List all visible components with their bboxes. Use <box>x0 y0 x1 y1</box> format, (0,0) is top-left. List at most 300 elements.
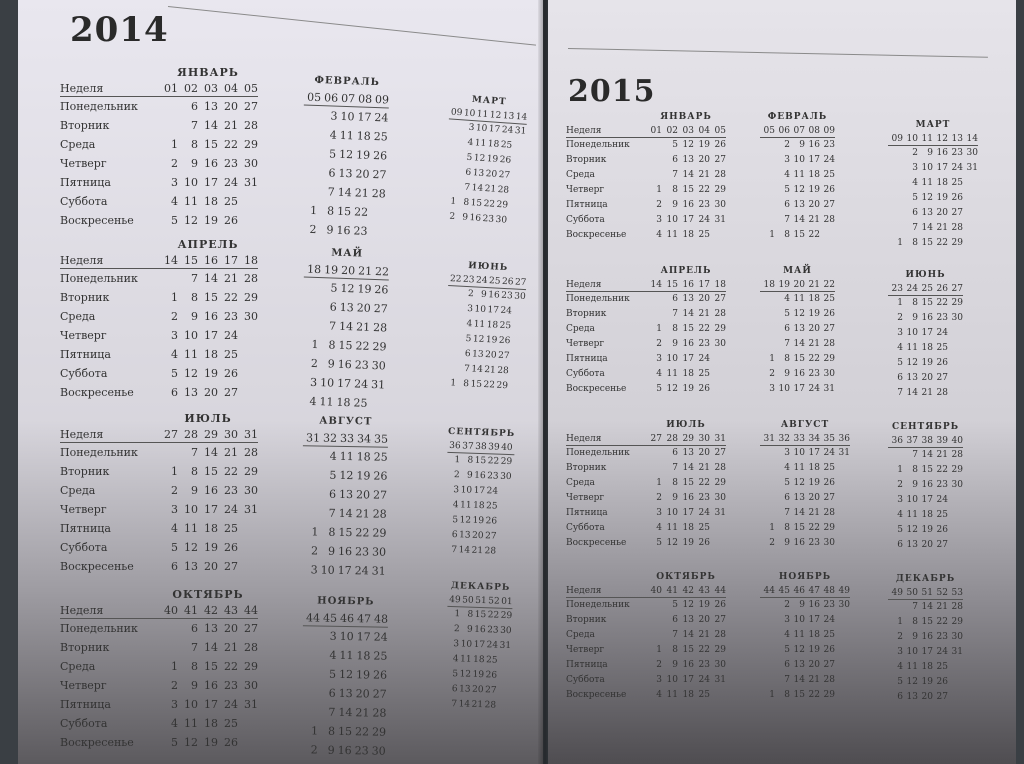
week-number: 19 <box>778 280 790 290</box>
day-number: 14 <box>471 183 484 194</box>
weekday-row <box>301 702 386 722</box>
day-number <box>303 106 321 126</box>
day-number: 5 <box>912 193 918 203</box>
day-number: 10 <box>921 163 933 173</box>
day-number: 2 <box>310 356 319 371</box>
day-number: 9 <box>672 200 678 210</box>
day-number: 3 <box>656 215 662 225</box>
day-number: 5 <box>897 677 903 687</box>
weekday-row <box>566 521 726 536</box>
month-block <box>760 420 850 551</box>
day-number <box>646 598 662 613</box>
day-number <box>447 134 461 150</box>
week-number: 16 <box>682 280 694 290</box>
day-number: 15 <box>474 455 487 467</box>
weekday-label: Пятница <box>60 698 111 711</box>
day-number: 24 <box>500 305 513 317</box>
day-number: 15 <box>682 645 694 655</box>
day-number: 16 <box>473 470 486 482</box>
day-number <box>302 297 320 317</box>
week-number: 02 <box>184 82 198 95</box>
day-number: 23 <box>936 480 948 490</box>
day-number: 12 <box>459 669 472 680</box>
day-number: 14 <box>682 630 694 640</box>
day-number <box>760 153 775 168</box>
weekday-row <box>444 697 509 714</box>
week-number: 48 <box>373 612 389 626</box>
month-block <box>566 572 726 703</box>
day-number: 20 <box>808 493 820 503</box>
day-number: 19 <box>204 736 218 749</box>
weekday-row <box>566 228 726 243</box>
day-number: 16 <box>337 357 353 372</box>
day-number: 12 <box>906 358 918 368</box>
weekday-row <box>302 484 387 504</box>
day-number <box>510 169 524 185</box>
day-number: 26 <box>224 214 238 227</box>
day-number: 7 <box>191 119 198 132</box>
week-number: 48 <box>823 586 835 596</box>
week-number: 14 <box>515 112 528 123</box>
weekday-row <box>302 645 387 665</box>
day-number: 31 <box>951 647 963 657</box>
weekday-label: Понедельник <box>60 100 138 113</box>
week-number: 13 <box>502 111 515 122</box>
week-number: 34 <box>808 434 820 444</box>
day-number: 15 <box>204 291 218 304</box>
weekday-row <box>760 506 850 521</box>
day-number: 9 <box>191 679 198 692</box>
day-number: 8 <box>672 645 678 655</box>
day-number: 22 <box>483 380 496 391</box>
day-number <box>302 664 319 683</box>
day-number: 27 <box>714 615 726 625</box>
weekday-label: Среда <box>566 324 595 334</box>
week-label: Неделя <box>566 126 602 136</box>
day-number: 15 <box>338 338 353 353</box>
day-number: 2 <box>171 484 178 497</box>
day-number: 8 <box>784 230 790 240</box>
day-number: 10 <box>906 647 918 657</box>
day-number: 24 <box>224 503 238 516</box>
day-number: 8 <box>326 204 335 218</box>
week-number: 01 <box>164 82 178 95</box>
day-number: 17 <box>473 485 486 497</box>
day-number: 3 <box>171 698 178 711</box>
week-number: 24 <box>475 275 488 287</box>
day-number: 13 <box>906 373 918 383</box>
day-number: 2 <box>310 544 319 558</box>
weekday-row <box>760 337 835 352</box>
day-number <box>835 521 850 536</box>
day-number: 4 <box>466 319 473 330</box>
day-number <box>760 673 775 688</box>
day-number: 28 <box>823 339 835 349</box>
day-number: 30 <box>714 493 726 503</box>
week-number: 01 <box>500 596 513 608</box>
weekday-label: Среда <box>566 170 595 180</box>
day-number: 10 <box>666 508 678 518</box>
day-number: 12 <box>793 185 805 195</box>
weekday-row <box>566 643 726 658</box>
weekday-label: Среда <box>60 310 96 323</box>
weekday-row <box>60 462 258 481</box>
week-number: 09 <box>891 134 903 144</box>
day-number: 11 <box>184 195 198 208</box>
weekday-label: Суббота <box>566 215 605 225</box>
weekday-row <box>60 97 258 116</box>
day-number: 18 <box>472 654 485 666</box>
day-number: 3 <box>310 563 318 577</box>
day-number: 15 <box>470 379 483 390</box>
day-number: 27 <box>951 208 963 218</box>
day-number: 14 <box>793 508 805 518</box>
day-number: 30 <box>244 679 258 692</box>
day-number: 9 <box>191 484 198 497</box>
day-number: 13 <box>793 493 805 503</box>
day-number: 25 <box>936 510 948 520</box>
day-number <box>948 356 963 371</box>
weekday-label: Среда <box>60 484 96 497</box>
weekday-row <box>760 292 835 307</box>
day-number: 24 <box>373 630 388 644</box>
weekday-row <box>888 675 963 690</box>
weekday-row <box>566 307 726 322</box>
day-number: 30 <box>966 148 978 158</box>
day-number: 9 <box>327 743 335 757</box>
week-number: 27 <box>164 428 178 441</box>
day-number: 5 <box>656 384 662 394</box>
day-number <box>511 304 525 320</box>
day-number: 23 <box>224 157 238 170</box>
day-number: 6 <box>329 300 338 314</box>
day-number <box>646 461 662 476</box>
day-number: 22 <box>808 690 820 700</box>
day-number: 18 <box>356 649 371 663</box>
weekday-label: Среда <box>566 478 595 488</box>
day-number: 16 <box>204 484 218 497</box>
weekday-label: Вторник <box>60 291 110 304</box>
day-number: 9 <box>784 538 790 548</box>
week-number: 41 <box>666 586 678 596</box>
weekday-label: Четверг <box>60 679 107 692</box>
day-number: 22 <box>936 465 948 475</box>
day-number: 26 <box>372 668 388 682</box>
day-number: 18 <box>936 178 948 188</box>
month-block <box>888 270 963 401</box>
day-number: 4 <box>897 510 903 520</box>
weekday-row <box>760 521 850 536</box>
day-number: 11 <box>906 510 918 520</box>
day-number: 13 <box>793 660 805 670</box>
week-number: 23 <box>462 274 475 286</box>
day-number: 2 <box>897 632 903 642</box>
day-number: 31 <box>714 508 726 518</box>
day-number: 17 <box>337 563 352 578</box>
day-number: 24 <box>698 508 710 518</box>
day-number: 4 <box>656 230 662 240</box>
day-number: 26 <box>224 541 238 554</box>
day-number: 3 <box>171 329 178 342</box>
weekday-row <box>888 341 963 356</box>
day-number: 18 <box>487 139 500 150</box>
day-number: 23 <box>486 625 499 636</box>
day-number <box>948 690 963 705</box>
week-number: 31 <box>714 434 726 444</box>
day-number: 4 <box>171 717 178 730</box>
day-number: 17 <box>921 647 933 657</box>
week-number: 45 <box>322 611 338 625</box>
day-number: 3 <box>309 375 318 390</box>
day-number: 22 <box>698 185 710 195</box>
weekday-label: Четверг <box>566 493 605 503</box>
day-number <box>238 714 258 733</box>
day-number <box>710 228 726 243</box>
day-number: 3 <box>656 354 662 364</box>
month-title: ИЮНЬ <box>905 270 946 280</box>
weekday-row <box>566 352 726 367</box>
day-number: 15 <box>204 138 218 151</box>
day-number: 31 <box>244 176 258 189</box>
day-number: 15 <box>204 465 218 478</box>
day-number: 31 <box>514 126 527 137</box>
day-number: 18 <box>921 343 933 353</box>
week-number: 42 <box>204 604 218 617</box>
week-numbers-row <box>760 125 835 138</box>
day-number <box>760 446 775 461</box>
weekday-label: Пятница <box>566 354 608 364</box>
day-number: 27 <box>823 493 835 503</box>
day-number <box>303 446 320 465</box>
weekday-row <box>60 638 258 657</box>
weekday-row <box>760 367 835 382</box>
day-number: 30 <box>951 313 963 323</box>
week-number: 03 <box>204 82 218 95</box>
weekday-row <box>566 658 726 673</box>
day-number: 11 <box>339 128 355 143</box>
weekday-label: Четверг <box>566 645 605 655</box>
week-number: 11 <box>476 109 489 121</box>
day-number <box>835 673 850 688</box>
day-number <box>760 643 775 658</box>
week-number: 38 <box>921 436 933 446</box>
day-number: 14 <box>204 446 218 459</box>
day-number: 13 <box>184 560 198 573</box>
day-number: 25 <box>698 230 710 240</box>
day-number: 9 <box>784 369 790 379</box>
day-number <box>302 683 319 702</box>
day-number: 8 <box>467 609 474 620</box>
day-number: 28 <box>372 321 388 335</box>
day-number <box>446 149 460 165</box>
day-number <box>512 139 526 155</box>
day-number: 17 <box>808 155 820 165</box>
day-number: 1 <box>769 354 775 364</box>
day-number: 7 <box>464 182 471 194</box>
day-number: 14 <box>793 339 805 349</box>
day-number: 27 <box>372 687 387 701</box>
day-number: 6 <box>464 348 471 360</box>
day-number: 16 <box>921 313 933 323</box>
day-number: 25 <box>823 170 835 180</box>
day-number: 10 <box>906 328 918 338</box>
day-number <box>444 179 458 195</box>
day-number: 7 <box>451 545 458 556</box>
day-number: 3 <box>784 615 790 625</box>
day-number: 25 <box>698 523 710 533</box>
week-number: 36 <box>838 434 850 444</box>
day-number <box>302 645 319 664</box>
day-number: 9 <box>466 624 473 635</box>
day-number: 27 <box>714 294 726 304</box>
day-number <box>445 331 459 347</box>
day-number: 24 <box>808 384 820 394</box>
month-block <box>444 427 516 560</box>
day-number: 7 <box>784 508 790 518</box>
week-number: 20 <box>340 263 356 278</box>
day-number: 26 <box>374 283 389 297</box>
day-number: 19 <box>808 185 820 195</box>
day-number: 3 <box>912 163 918 173</box>
day-number: 7 <box>328 506 336 520</box>
day-number: 19 <box>936 193 948 203</box>
day-number: 10 <box>460 639 473 650</box>
month-title: ОКТЯБРЬ <box>656 572 716 582</box>
day-number: 19 <box>204 367 218 380</box>
day-number: 17 <box>682 354 694 364</box>
weekday-row <box>888 356 963 371</box>
day-number: 10 <box>793 448 805 458</box>
weekday-row <box>60 307 258 326</box>
day-number: 23 <box>486 471 499 482</box>
weekday-row <box>888 371 963 386</box>
week-number: 50 <box>462 595 474 606</box>
day-number: 3 <box>468 122 475 134</box>
day-number: 6 <box>912 208 918 218</box>
month-block <box>566 420 726 551</box>
day-number: 10 <box>793 615 805 625</box>
day-number: 12 <box>459 515 472 526</box>
weekday-row <box>60 619 258 638</box>
day-number: 15 <box>682 324 694 334</box>
week-number: 51 <box>474 595 487 607</box>
day-number: 11 <box>793 170 805 180</box>
weekday-row <box>760 138 835 153</box>
day-number: 4 <box>656 690 662 700</box>
day-number <box>496 530 510 545</box>
day-number <box>948 675 963 690</box>
week-label: Неделя <box>60 604 104 617</box>
weekday-row <box>760 643 850 658</box>
week-number: 40 <box>164 604 178 617</box>
day-number: 29 <box>372 526 387 540</box>
week-number: 38 <box>474 441 487 453</box>
day-number: 22 <box>808 523 820 533</box>
week-number: 06 <box>778 126 790 136</box>
day-number <box>835 658 850 673</box>
day-number: 1 <box>450 196 457 208</box>
day-number: 29 <box>244 138 258 151</box>
day-number: 29 <box>500 456 513 468</box>
day-number: 1 <box>769 690 775 700</box>
week-number: 17 <box>224 254 238 267</box>
weekday-label: Понедельник <box>60 272 138 285</box>
day-number: 6 <box>451 684 458 695</box>
week-number: 41 <box>184 604 198 617</box>
day-number <box>303 278 321 298</box>
month-title: ЯНВАРЬ <box>177 66 239 79</box>
weekday-row <box>566 183 726 198</box>
week-number: 07 <box>340 91 356 106</box>
month-title: ДЕКАБРЬ <box>895 574 956 584</box>
day-number: 25 <box>224 717 238 730</box>
day-number: 17 <box>204 176 218 189</box>
day-number: 12 <box>921 193 933 203</box>
day-number: 28 <box>951 602 963 612</box>
day-number: 3 <box>453 485 460 496</box>
day-number <box>448 119 462 135</box>
day-number: 2 <box>310 743 318 757</box>
week-number: 39 <box>487 442 500 453</box>
day-number: 29 <box>244 465 258 478</box>
day-number <box>710 536 726 551</box>
weekday-row <box>60 538 258 557</box>
day-number: 7 <box>672 309 678 319</box>
day-number: 20 <box>484 350 497 361</box>
weekday-row <box>60 676 258 695</box>
day-number: 25 <box>936 662 948 672</box>
weekday-row <box>888 630 963 645</box>
day-number: 7 <box>784 675 790 685</box>
month-title: НОЯБРЬ <box>778 572 832 582</box>
day-number <box>497 515 511 530</box>
day-number: 1 <box>897 617 903 627</box>
weekday-label: Пятница <box>566 200 608 210</box>
day-number: 15 <box>337 724 353 739</box>
weekday-row <box>760 213 835 228</box>
weekday-row <box>60 481 258 500</box>
month-block <box>760 572 850 703</box>
day-number: 31 <box>714 675 726 685</box>
day-number: 26 <box>936 525 948 535</box>
day-number: 27 <box>714 155 726 165</box>
weekday-label: Вторник <box>60 465 110 478</box>
weekday-label: Воскресенье <box>60 214 134 227</box>
day-number: 21 <box>471 699 484 711</box>
day-number: 8 <box>327 724 336 738</box>
day-number: 11 <box>793 294 805 304</box>
day-number <box>446 316 460 332</box>
weekday-row <box>60 733 258 752</box>
day-number: 9 <box>327 544 336 558</box>
day-number: 9 <box>466 470 473 481</box>
week-number: 04 <box>698 126 710 136</box>
day-number: 17 <box>473 639 486 651</box>
weekday-label: Суббота <box>60 541 108 554</box>
day-number: 4 <box>329 128 338 142</box>
day-number <box>238 345 258 364</box>
day-number: 20 <box>698 448 710 458</box>
day-number: 20 <box>204 386 218 399</box>
weekday-row <box>60 326 258 345</box>
month-title: МАРТ <box>471 94 507 108</box>
day-number: 3 <box>466 304 474 315</box>
day-number: 20 <box>204 560 218 573</box>
day-number <box>948 508 963 523</box>
day-number: 2 <box>656 493 662 503</box>
day-number: 18 <box>808 463 820 473</box>
day-number: 20 <box>485 169 498 180</box>
